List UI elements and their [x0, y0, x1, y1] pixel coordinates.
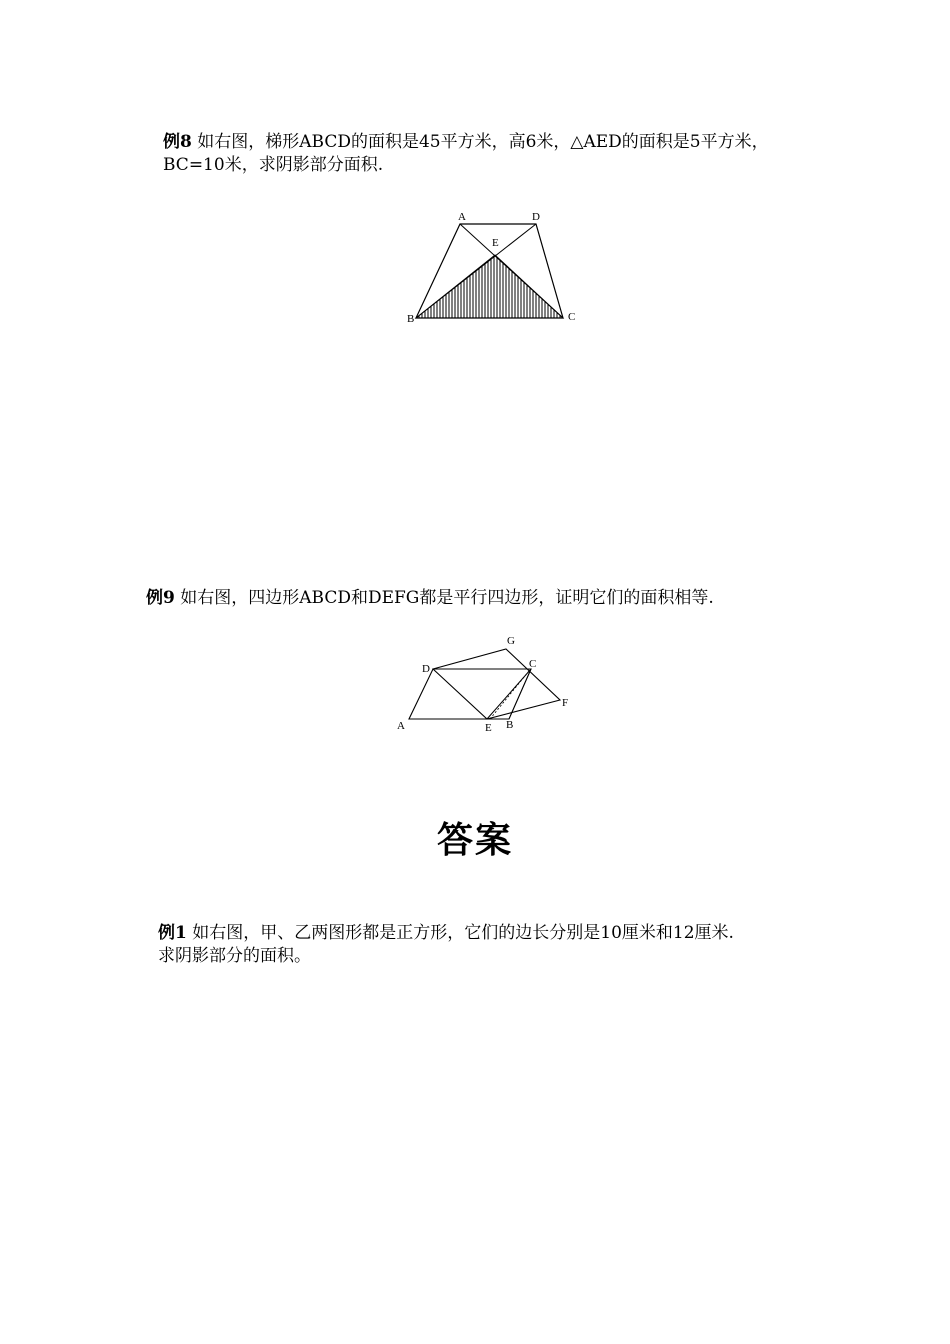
point-label-g: G: [507, 635, 515, 647]
point-label-e: E: [492, 237, 499, 249]
segment-bc: [509, 669, 531, 719]
trapezoid-figure: [400, 200, 590, 330]
problem-8: [163, 131, 769, 177]
problem-8-label: 例8: [163, 132, 192, 152]
problem-9-line1: [146, 587, 714, 610]
segment-ec: [487, 669, 531, 719]
problem-9: [146, 587, 714, 610]
point-label-b2: B: [506, 719, 514, 731]
answer-1: [158, 922, 734, 968]
point-label-e2: E: [485, 722, 492, 734]
problem-9-text: 如右图，四边形ABCD和DEFG都是平行四边形，证明它们的面积相等.: [180, 588, 714, 608]
answers-heading: 答案: [436, 819, 513, 861]
point-label-d2: D: [422, 663, 430, 675]
segment-ec-dashed: [490, 671, 529, 719]
problem-8-line2: BC=10米，求阴影部分面积.: [163, 155, 384, 175]
problem-9-label: 例9: [146, 588, 175, 608]
problem-8-text: 如右图，梯形ABCD的面积是45平方米，高6米，△AED的面积是5平方米，: [197, 132, 769, 152]
point-label-c: C: [568, 311, 576, 323]
point-label-d: D: [532, 211, 540, 223]
answer-1-line2: 求阴影部分的面积。: [158, 946, 311, 966]
problem-8-line1: [163, 131, 769, 154]
answer-1-label: 例1: [158, 923, 187, 943]
point-label-f: F: [562, 697, 569, 709]
answer-1-line1: [158, 922, 734, 945]
shaded-triangle-bec: [416, 255, 563, 318]
parallelograms-figure: [390, 630, 580, 740]
answer-1-text: 如右图，甲、乙两图形都是正方形，它们的边长分别是10厘米和12厘米.: [192, 923, 734, 943]
point-label-c2: C: [529, 658, 537, 670]
point-label-a: A: [458, 211, 466, 223]
point-label-a2: A: [397, 720, 405, 732]
point-label-b: B: [407, 313, 415, 325]
